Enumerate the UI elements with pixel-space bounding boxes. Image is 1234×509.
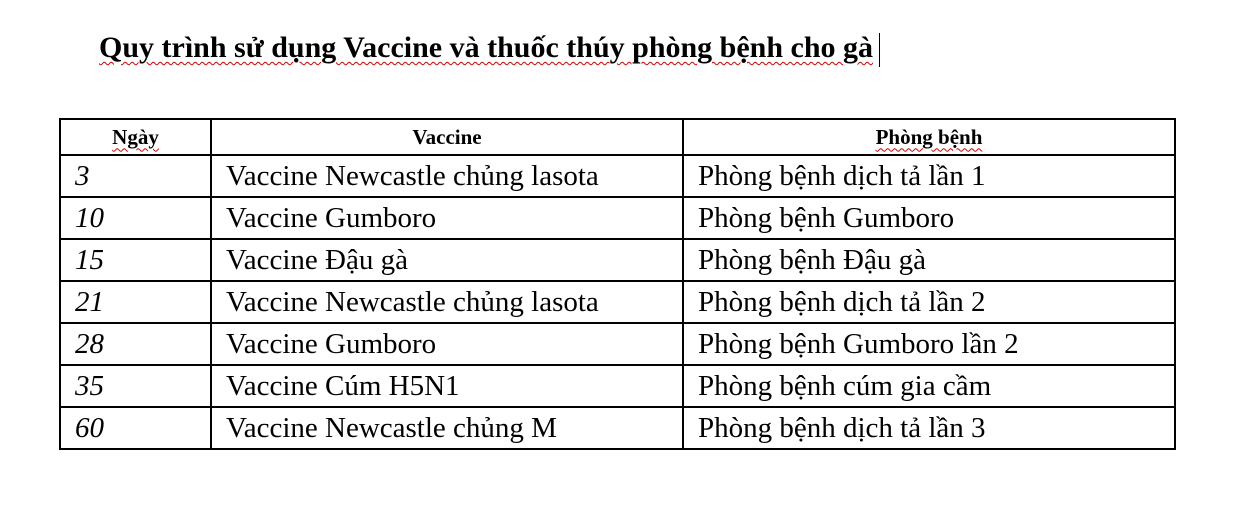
day-cell[interactable]: 15 <box>60 239 211 281</box>
table-row <box>60 323 1175 365</box>
disease-cell[interactable]: Phòng bệnh cúm gia cầm <box>683 365 1175 407</box>
disease-cell[interactable]: Phòng bệnh Gumboro lần 2 <box>683 323 1175 365</box>
document-title[interactable] <box>99 28 880 68</box>
vaccination-schedule-table <box>59 118 1176 450</box>
vaccine-cell[interactable]: Vaccine Newcastle chủng lasota <box>211 281 683 323</box>
table-header-row <box>60 119 1175 155</box>
disease-cell[interactable]: Phòng bệnh Đậu gà <box>683 239 1175 281</box>
header-disease[interactable]: Phòng bệnh <box>683 119 1175 155</box>
vaccine-cell[interactable]: Vaccine Gumboro <box>211 197 683 239</box>
title-text: Quy trình sử dụng Vaccine và thuốc thúy phòng bệnh cho gà <box>99 31 874 64</box>
vaccine-cell[interactable]: Vaccine Newcastle chủng lasota <box>211 155 683 197</box>
header-day[interactable]: Ngày <box>60 119 211 155</box>
disease-cell[interactable]: Phòng bệnh dịch tả lần 3 <box>683 407 1175 449</box>
day-cell[interactable]: 35 <box>60 365 211 407</box>
table-row <box>60 239 1175 281</box>
day-cell[interactable]: 10 <box>60 197 211 239</box>
table-row <box>60 407 1175 449</box>
day-cell[interactable]: 3 <box>60 155 211 197</box>
vaccine-cell[interactable]: Vaccine Đậu gà <box>211 239 683 281</box>
day-cell[interactable]: 60 <box>60 407 211 449</box>
table-body <box>60 155 1175 449</box>
disease-cell[interactable]: Phòng bệnh Gumboro <box>683 197 1175 239</box>
disease-cell[interactable]: Phòng bệnh dịch tả lần 1 <box>683 155 1175 197</box>
text-cursor <box>879 33 880 67</box>
vaccine-cell[interactable]: Vaccine Gumboro <box>211 323 683 365</box>
table-row <box>60 197 1175 239</box>
table-row <box>60 365 1175 407</box>
disease-cell[interactable]: Phòng bệnh dịch tả lần 2 <box>683 281 1175 323</box>
vaccine-cell[interactable]: Vaccine Newcastle chủng M <box>211 407 683 449</box>
vaccine-cell[interactable]: Vaccine Cúm H5N1 <box>211 365 683 407</box>
table-row <box>60 281 1175 323</box>
header-vaccine[interactable]: Vaccine <box>211 119 683 155</box>
day-cell[interactable]: 21 <box>60 281 211 323</box>
table-row <box>60 155 1175 197</box>
day-cell[interactable]: 28 <box>60 323 211 365</box>
